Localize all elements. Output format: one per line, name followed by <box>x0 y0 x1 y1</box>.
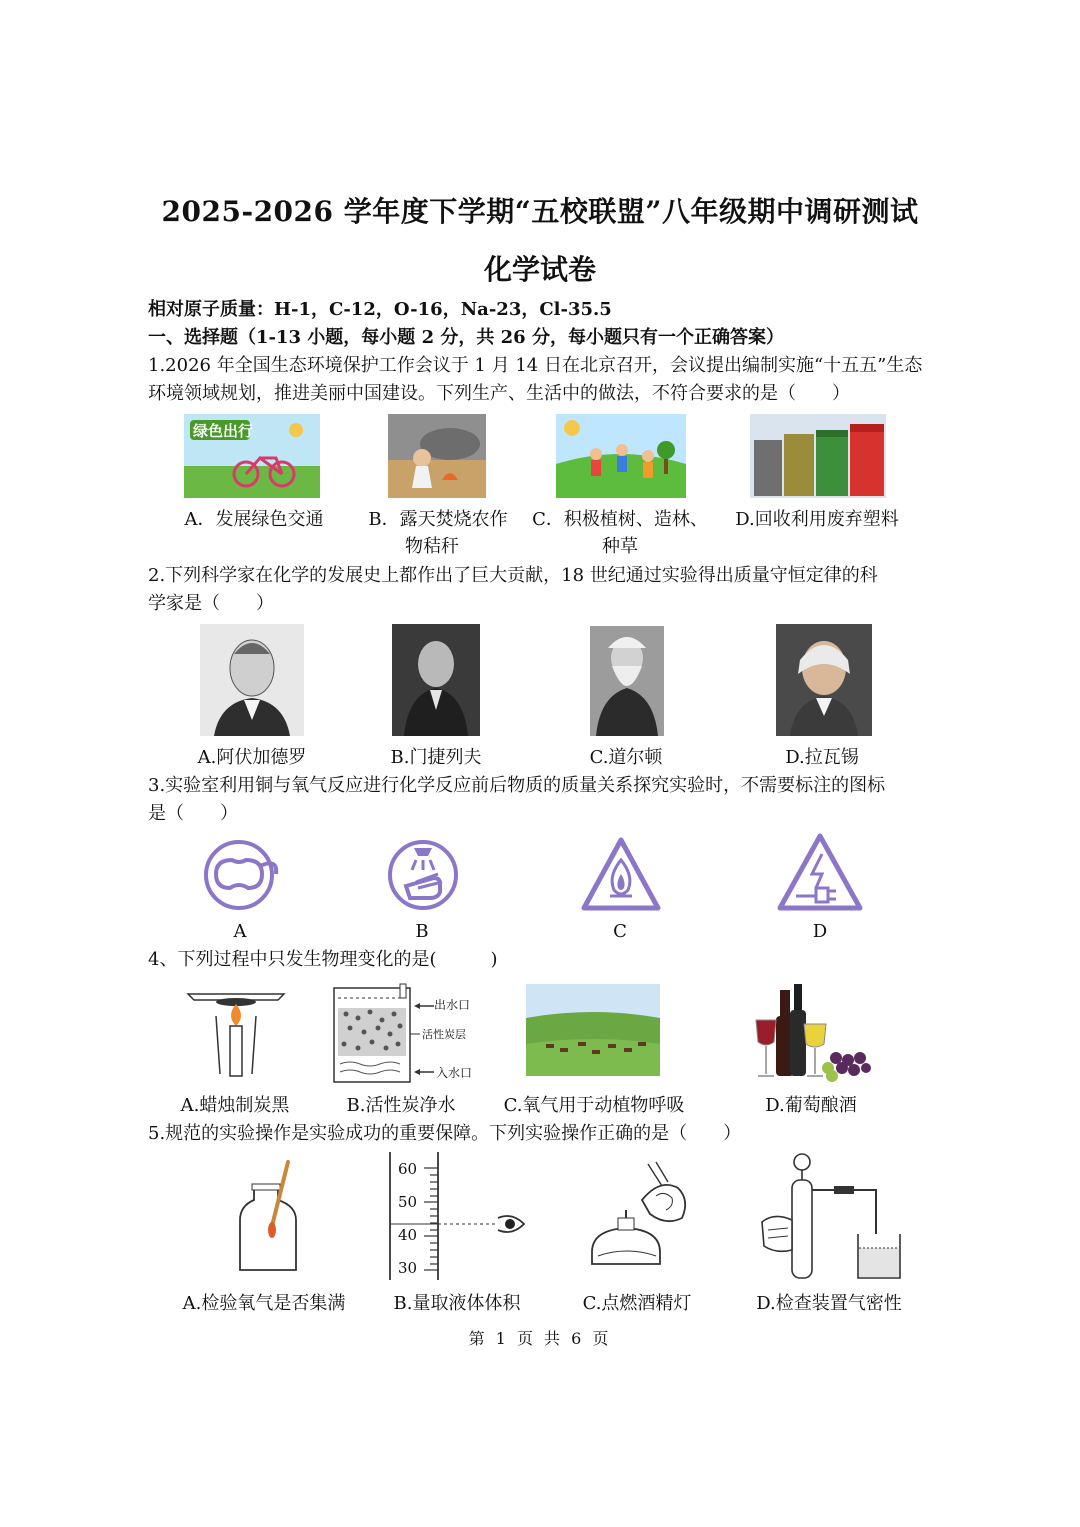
q1-option-c-line2: 种草 <box>602 536 638 557</box>
q5-option-d: D.检查装置气密性 <box>756 1293 902 1314</box>
q3-option-a: A <box>233 921 247 942</box>
goggles-icon <box>202 838 282 914</box>
q2-option-d: D.拉瓦锡 <box>785 747 859 768</box>
q1-option-d: D.回收利用废弃塑料 <box>735 509 899 530</box>
exam-title: 2025-2026 学年度下学期“五校联盟”八年级期中调研测试 <box>161 195 919 228</box>
q5-option-b: B.量取液体体积 <box>393 1293 521 1314</box>
page-footer: 第 1 页 共 6 页 <box>468 1329 612 1348</box>
q1-image-b-burning-straw <box>388 414 486 498</box>
electric-plug-warning-icon <box>776 832 864 912</box>
q3-stem-line2: 是（ ） <box>148 803 238 824</box>
filter-carbon-label: 活性炭层 <box>422 1028 466 1041</box>
q1-image-d-recycling-bins <box>750 414 886 498</box>
section-heading: 一、选择题（1-13 小题，每小题 2 分，共 26 分，每小题只有一个正确答案） <box>148 327 784 348</box>
q5-gas-bottle-diagram <box>232 1158 304 1278</box>
q1-option-b-line2: 物秸秆 <box>405 536 459 557</box>
q2-portrait-b <box>392 624 480 736</box>
q4-carbon-filter-diagram <box>330 982 480 1086</box>
q2-option-a: A.阿伏加德罗 <box>197 747 307 768</box>
q2-option-b: B.门捷列夫 <box>390 747 482 768</box>
q4-grassland-image <box>526 984 660 1076</box>
q2-stem-line2: 学家是（ ） <box>148 593 274 614</box>
q1-image-a-green-travel <box>184 414 320 498</box>
q4-stem-line1: 4、下列过程中只发生物理变化的是( ) <box>148 949 498 970</box>
q1-image-c-tree-planting <box>556 414 686 498</box>
q5-option-a: A.检验氧气是否集满 <box>182 1293 346 1314</box>
q4-candle-diagram <box>186 986 286 1078</box>
q1-option-a: A．发展绿色交通 <box>184 509 324 530</box>
q4-option-b: B.活性炭净水 <box>346 1095 456 1116</box>
q5-option-c: C.点燃酒精灯 <box>582 1293 692 1314</box>
q4-option-a: A.蜡烛制炭黑 <box>180 1095 290 1116</box>
q2-portrait-a <box>200 624 304 736</box>
banner-text: 绿色出行 <box>193 422 254 440</box>
q3-option-c: C <box>613 921 627 942</box>
q4-wine-grapes-image <box>752 980 872 1084</box>
scale-label-40: 40 <box>398 1226 418 1244</box>
q1-option-b: B．露天焚烧农作 <box>368 509 508 530</box>
flame-warning-icon <box>580 836 662 912</box>
atomic-mass-line: 相对原子质量：H-1，C-12，O-16，Na-23，Cl-35.5 <box>148 299 612 320</box>
scale-label-60: 60 <box>398 1160 418 1178</box>
q2-portrait-d <box>776 624 872 736</box>
q2-stem-line1: 2.下列科学家在化学的发展史上都作出了巨大贡献，18 世纪通过实验得出质量守恒定律的科 <box>148 565 878 586</box>
q3-option-d: D <box>812 921 828 942</box>
q4-option-c: C.氧气用于动植物呼吸 <box>503 1095 685 1116</box>
scale-label-50: 50 <box>398 1193 418 1211</box>
q5-airtightness-diagram <box>758 1150 904 1284</box>
q2-portrait-c <box>590 626 664 736</box>
scale-label-30: 30 <box>398 1259 418 1277</box>
q1-stem-line1: 1.2026 年全国生态环境保护工作会议于 1 月 14 日在北京召开，会议提出编制实施“十五五”生态 <box>148 355 923 376</box>
q3-stem-line1: 3.实验室利用铜与氧气反应进行化学反应前后物质的质量关系探究实验时，不需要标注的图标 <box>148 775 886 796</box>
filter-inlet-label: 入水口 <box>436 1066 473 1080</box>
q4-option-d: D.葡萄酿酒 <box>765 1095 857 1116</box>
q1-stem-line2: 环境领域规划，推进美丽中国建设。下列生产、生活中的做法，不符合要求的是（ ） <box>148 383 850 404</box>
hand-washing-icon <box>386 838 462 914</box>
q3-option-b: B <box>415 921 429 942</box>
filter-outlet-label: 出水口 <box>434 998 471 1012</box>
q5-alcohol-lamp-diagram <box>586 1160 696 1274</box>
exam-subtitle: 化学试卷 <box>483 253 596 286</box>
q5-stem-line1: 5.规范的实验操作是实验成功的重要保障。下列实验操作正确的是（ ） <box>148 1123 742 1144</box>
q5-graduated-cylinder-diagram <box>384 1148 532 1284</box>
q1-option-c: C．积极植树、造林、 <box>532 509 708 530</box>
q2-option-c: C.道尔顿 <box>589 747 663 768</box>
